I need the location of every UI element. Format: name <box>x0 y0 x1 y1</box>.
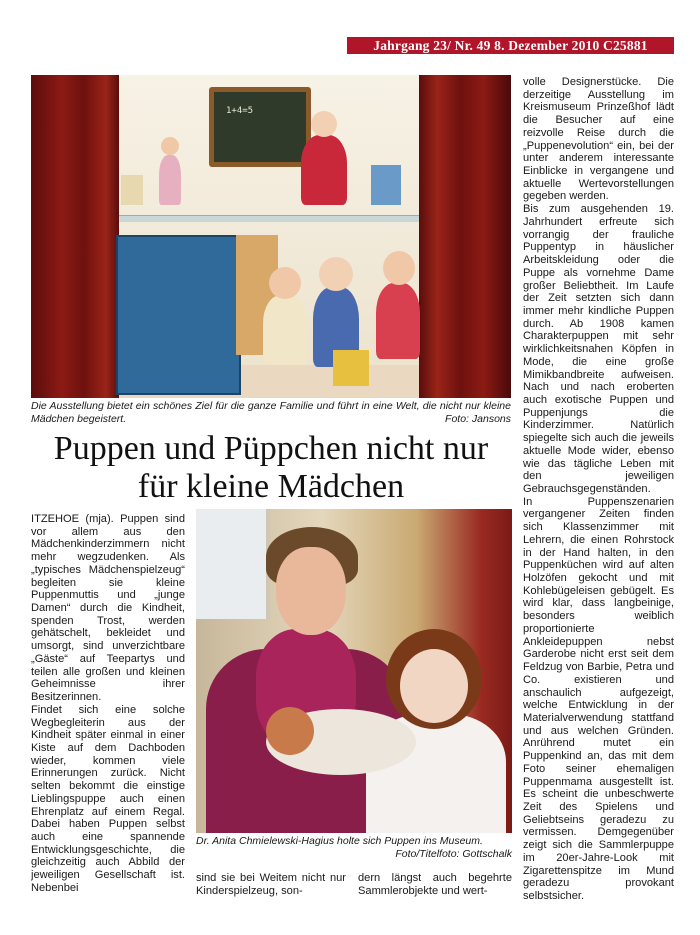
photo2-credit: Foto/Titelfoto: Gottschalk <box>395 847 512 860</box>
paragraph: sind sie bei Weitem nicht nur Kinderspielzeug, son- <box>196 872 346 897</box>
doll <box>159 155 181 205</box>
headline: Puppen und Püppchen nicht nur für kleine Mädchen <box>53 430 489 505</box>
paragraph: volle Designerstücke. Die derzeitige Ausstellung im Kreismuseum Prinzeßhof lädt die Besucher auf eine reizvolle Reise durch die „Puppenevolution“ ein, bei der unter anderem interessante Einblicke in vergangene und aktuelle Wertevorstellungen gegeben werden. <box>523 76 674 203</box>
doll-head <box>319 257 353 291</box>
portrait-photo <box>196 509 512 833</box>
paragraph: Bis zum ausgehenden 19. Jahrhundert erfreute sich vorrangig der frauliche Puppentyp in häuslicher Arbeitskleidung oder die Puppe als vornehme Dame großer Beliebtheit. Im Laufe der Zeit setzten sich dann immer mehr kindliche Puppen durch. Ab 1908 kamen Charakterpuppen mit sehr wirklichkeitsnahen Köpfen in Mode, die eine große Mimikbandbreite aufweisen. Nach und nach eroberten auch exotische Puppen und Puppenjungs die Kinderzimmer. Natürlich spiegelte sich auch die jeweils aktuelle Mode wider, ebenso wie das tägliche Leben mit den jeweiligen Gebrauchsgegenständen. <box>523 203 674 495</box>
window <box>196 509 270 619</box>
doll-cupboard <box>116 235 241 395</box>
curtain-right <box>419 75 511 398</box>
issue-line: Jahrgang 23/ Nr. 49 8. Dezember 2010 C25881 <box>347 37 674 54</box>
picture-book <box>371 165 401 205</box>
glass-shelf <box>119 215 419 222</box>
baby-doll-head <box>266 707 314 755</box>
doll <box>301 135 347 205</box>
photo1-credit: Foto: Jansons <box>445 412 511 425</box>
picture-book <box>333 350 369 386</box>
paragraph: dern längst auch begehrte Sammlerobjekte und wert- <box>358 872 512 897</box>
doll-head <box>161 137 179 155</box>
doll-head <box>269 267 301 299</box>
photo2-caption-text: Dr. Anita Chmielewski-Hagius holte sich Puppen ins Museum. <box>196 835 483 847</box>
doll <box>263 295 307 365</box>
paragraph: In Puppenszenarien vergangener Zeiten finden sich Klassenzimmer mit Lehrern, die einen Rohrstock in der Hand halten, in den Puppenküchen wird auf alten Holzöfen gekocht und mit Kohlebügeleisen gebügelt. Es wird klar, dass langbeinige, besonders weiblich proportionierte Ankleidepuppen nebst Garderobe nicht erst seit dem Feldzug von Barbie, Petra und Co. existieren und anschaulich aufgezeigt, welche Entwicklung in der Materialverwendung stattfand und aus welchen Gründen. Anrührend mutet ein Puppenkind an, das mit dem Foto seiner ehemaligen Puppenmama ausgestellt ist. Es scheint die unbeschwerte Zeit des Spielens und Geliebtseins geradezu zu vermissen. Demgegenüber zeigt sich die Sammlerpuppe im 20er-Jahre-Look mit Zigarettenspitze im Mund geradezu provokant selbstsicher. <box>523 495 674 902</box>
photo2-caption <box>196 835 512 860</box>
photo1-caption-text: Die Ausstellung bietet ein schönes Ziel für die ganze Familie und führt in eine Welt, die nicht nur kleine Mädchen begeistert. <box>31 400 511 425</box>
chalkboard-text: 1+4=5 <box>226 106 254 116</box>
exhibition-photo <box>31 75 511 398</box>
woman-face <box>276 547 346 635</box>
article-column-2 <box>196 872 346 902</box>
doll <box>376 283 420 359</box>
article-column-1 <box>31 513 185 905</box>
paragraph: Findet sich eine solche Wegbegleiterin aus der Kindheit später einmal in einer Kiste auf dem Dachboden wieder, kommen viele Erinnerungen zurück. Nicht selten bekommt die einstige Lieblingspuppe auch einen Ehrenplatz auf einem Regal. Dabei haben Puppen selbst auch eine spannende Entwicklungsgeschichte, die gleichzeitig auch Abbild der jeweiligen Gesellschaft ist. Nebenbei <box>31 703 185 894</box>
article-column-3 <box>358 872 512 902</box>
curtain-left <box>31 75 119 398</box>
doll-head <box>311 111 337 137</box>
doll-head <box>383 251 415 285</box>
picture-book <box>121 175 143 205</box>
photo1-caption <box>31 400 511 425</box>
article-column-4 <box>523 76 674 906</box>
large-doll-face <box>400 649 468 723</box>
chalkboard <box>209 87 311 167</box>
paragraph: ITZEHOE (mja). Puppen sind vor allem aus den Mädchenkinderzimmern nicht mehr wegzudenken. Als „typisches Mädchenspielzeug“ begleiten sie kleine Puppenmuttis und „junge Damen“ durch die Kindheit, spenden Trost, werden gehätschelt, bekleidet und umsorgt, sind unverzichtbare „Gäste“ auf Teepartys und teilen alle großen und kleinen Geheimnisse ihrer Besitzerinnen. <box>31 513 185 704</box>
